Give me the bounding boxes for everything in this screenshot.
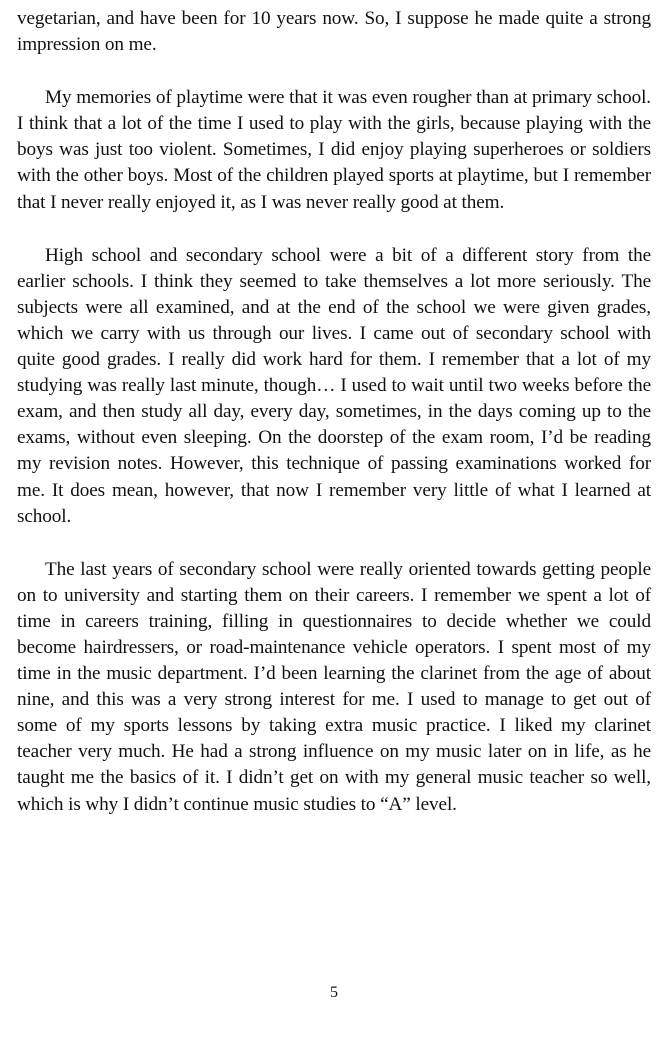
page-number: 5 <box>330 984 338 1001</box>
page-body <box>17 0 651 818</box>
paragraph-last-years: The last years of secondary school were really oriented towards getting people on to university and starting them on their careers. I remember we spent a lot of time in careers training, filling in questionnaires to decide whether we could become hairdressers, or road-maintenance vehicle operators. I spent most of my time in the music department. I’d been learning the clarinet from the age of about nine, and this was a very strong interest for me. I used to manage to get out of some of my sports lessons by taking extra music practice. I liked my clarinet teacher very much. He had a strong influence on my music later on in life, as he taught me the basics of it. I didn’t get on with my general music teacher so well, which is why I didn’t continue music studies to “A” level. <box>17 558 651 815</box>
paragraph-continued: vegetarian, and have been for 10 years now. So, I suppose he made quite a strong impression on me. <box>17 8 651 56</box>
paragraph-playtime: My memories of playtime were that it was even rougher than at primary school. I think that a lot of the time I used to play with the girls, because playing with the boys was just too violent. Sometimes, I did enjoy playing superheroes or soldiers with the other boys. Most of the children played sports at playtime, but I remember that I never really enjoyed it, as I was never really good at them. <box>17 87 651 213</box>
paragraph-high-school: High school and secondary school were a bit of a different story from the earlier schools. I think they seemed to take themselves a lot more seriously. The subjects were all examined, and at the end of the school we were given grades, which we carry with us through our lives. I came out of secondary school with quite good grades. I really did work hard for them. I remember that a lot of my studying was really last minute, though… I used to wait until two weeks before the exam, and then study all day, every day, sometimes, in the days coming up to the exams, without even sleeping. On the doorstep of the exam room, I’d be reading my revision notes. However, this technique of passing examinations worked for me. It does mean, however, that now I remember very little of what I learned at school. <box>17 244 651 527</box>
